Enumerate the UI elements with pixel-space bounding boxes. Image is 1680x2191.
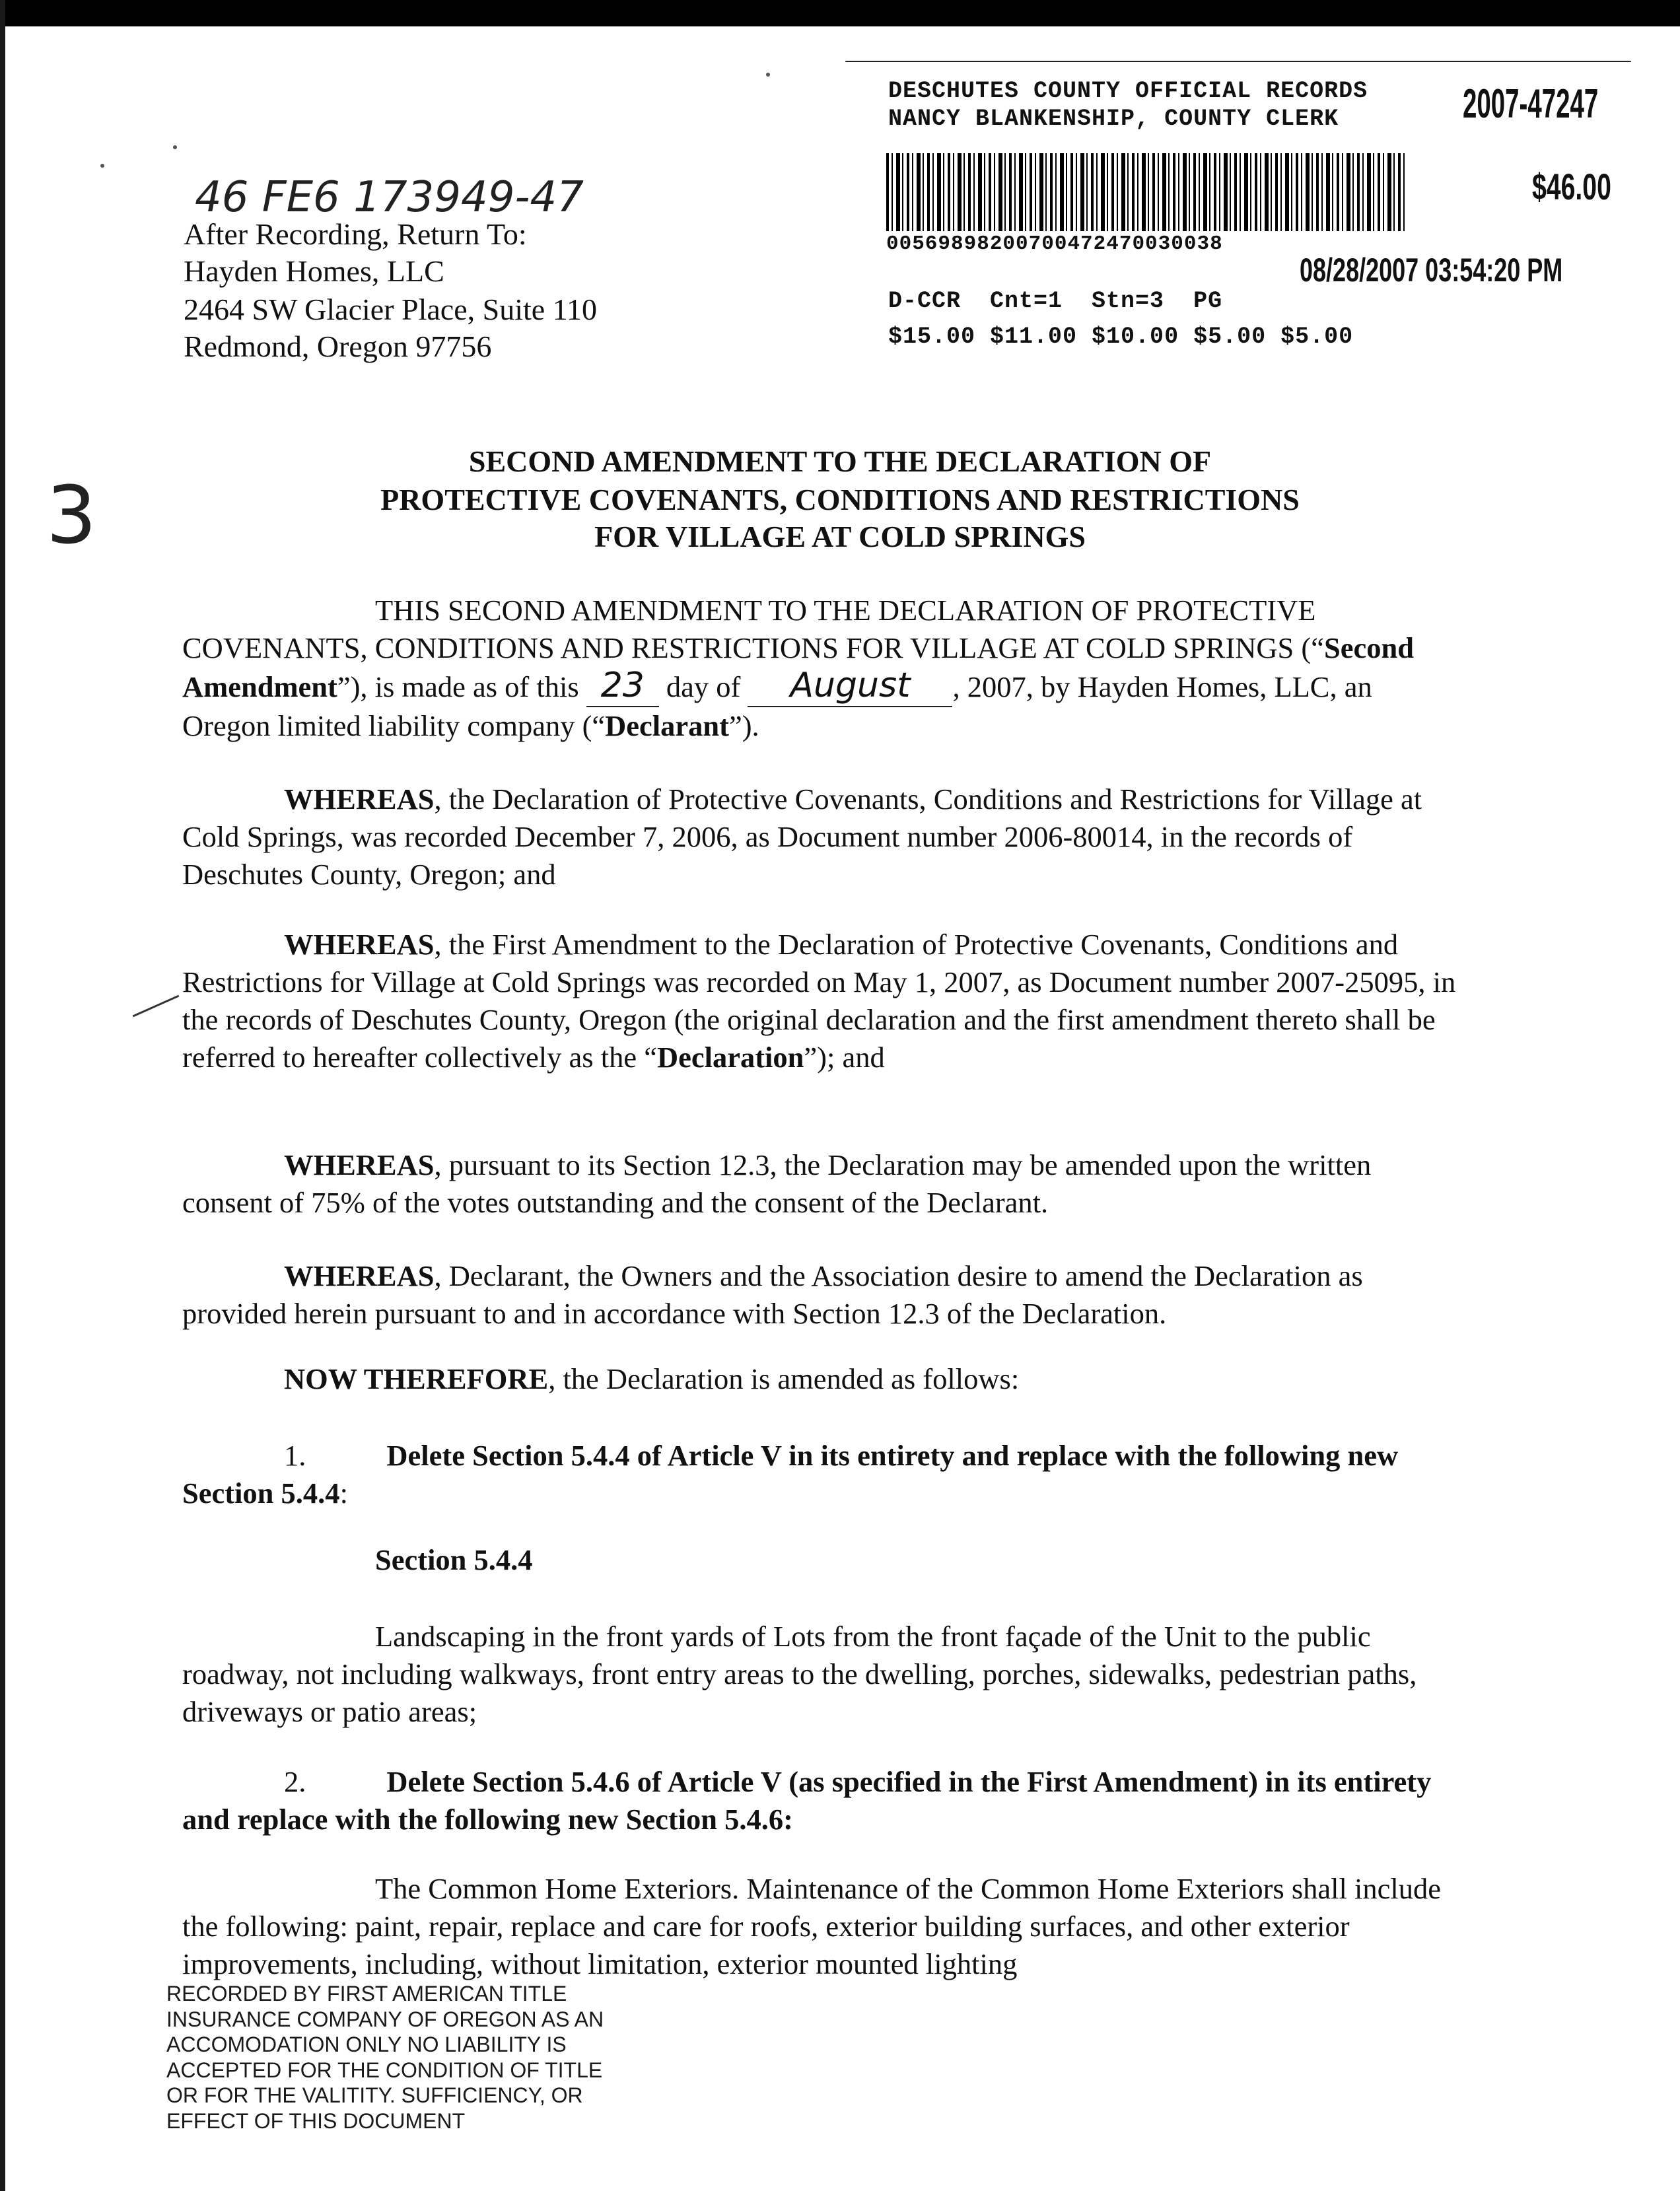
stamp-top-rule	[845, 61, 1631, 62]
scan-top-border	[0, 0, 1680, 26]
stamp-codes: D-CCR Cnt=1 Stn=3 PG	[888, 288, 1223, 314]
scan-left-edge	[0, 0, 5, 2191]
handwritten-day: 23	[600, 666, 645, 705]
barcode-number: 00569898200700472470030038	[886, 232, 1223, 256]
intro-paragraph: THIS SECOND AMENDMENT TO THE DECLARATION OF PROTECTIVE COVENANTS, CONDITIONS AND RESTRICTIONS FOR VILLAGE AT COLD SPRINGS (“Second Amendment”), is made as of this 23 day of August , 2007, by Hayden Homes, LLC, an Oregon limited liability company (“Declarant”).	[182, 594, 1415, 742]
scan-speck	[100, 164, 104, 168]
stamp-document-number: 2007-47247	[1463, 81, 1599, 127]
scan-speck	[766, 73, 770, 77]
stamp-office: DESCHUTES COUNTY OFFICIAL RECORDS	[888, 78, 1368, 104]
handwritten-month: August	[790, 666, 911, 705]
whereas-paragraph-4: WHEREAS, Declarant, the Owners and the Association desire to amend the Declaration as provided herein pursuant to and in accordance with Section 12.3 of the Declaration.	[182, 1259, 1363, 1330]
amendment-item-2: 2. Delete Section 5.4.6 of Article V (as specified in the First Amendment) in its entirety and replace with the following new Section 5.4.6:	[182, 1765, 1432, 1836]
return-to-address2: Redmond, Oregon 97756	[184, 330, 492, 363]
stamp-clerk: NANCY BLANKENSHIP, COUNTY CLERK	[888, 106, 1339, 132]
whereas-paragraph-3: WHEREAS, pursuant to its Section 12.3, the Declaration may be amended upon the written consent of 75% of the votes outstanding and the consent of the Declarant.	[182, 1148, 1372, 1219]
title-line1: SECOND AMENDMENT TO THE DECLARATION OF	[468, 444, 1212, 478]
now-therefore-paragraph: NOW THEREFORE, the Declaration is amended as follows:	[284, 1362, 1020, 1395]
whereas-paragraph-2: WHEREAS, the First Amendment to the Declaration of Protective Covenants, Conditions and Restrictions for Village at Cold Springs was recorded on May 1, 2007, as Document number 2007-25095, in the records of Deschutes County, Oregon (the original declaration and the first amendment thereto shall be referred to hereafter collectively as the “Declaration”); and	[182, 928, 1456, 1074]
section-5-4-6-text: The Common Home Exteriors. Maintenance of the Common Home Exteriors shall include the following: paint, repair, replace and care for roofs, exterior building surfaces, and other exterior improvements, including, without limitation, exterior mounted lighting	[182, 1872, 1441, 1980]
stamp-fees: $15.00 $11.00 $10.00 $5.00 $5.00	[888, 324, 1354, 350]
scan-speck	[173, 145, 177, 149]
return-to-name: Hayden Homes, LLC	[184, 254, 444, 288]
title-line3: FOR VILLAGE AT COLD SPRINGS	[594, 520, 1086, 553]
handwritten-page-count: 3	[46, 470, 97, 562]
stamp-total-fee: $46.00	[1532, 166, 1611, 207]
stamp-recorded-datetime: 08/28/2007 03:54:20 PM	[1300, 252, 1563, 289]
amendment-item-1: 1. Delete Section 5.4.4 of Article V in its entirety and replace with the following new Section 5.4.4:	[182, 1439, 1399, 1510]
return-to-label: After Recording, Return To:	[184, 217, 527, 251]
title-line2: PROTECTIVE COVENANTS, CONDITIONS AND RESTRICTIONS	[380, 483, 1300, 516]
handwritten-file-number: 46 FE6 173949-47	[195, 173, 584, 222]
section-5-4-4-text: Landscaping in the front yards of Lots from the front façade of the Unit to the public roadway, not including walkways, front entry areas to the dwelling, porches, sidewalks, pedestrian paths, driveways or patio areas;	[182, 1620, 1417, 1728]
handwritten-check-mark	[133, 995, 180, 1018]
return-to-address1: 2464 SW Glacier Place, Suite 110	[184, 293, 597, 326]
whereas-paragraph-1: WHEREAS, the Declaration of Protective Covenants, Conditions and Restrictions for Village at Cold Springs, was recorded December 7, 2006, as Document number 2006-80014, in the records of Deschutes County, Oregon; and	[182, 782, 1422, 891]
section-5-4-4-heading: Section 5.4.4	[375, 1543, 533, 1576]
title-company-disclaimer: RECORDED BY FIRST AMERICAN TITLE INSURANCE COMPANY OF OREGON AS AN ACCOMODATION ONLY NO LIABILITY IS ACCEPTED FOR THE CONDITION OF TITLE OR FOR THE VALITITY. SUFFICIENCY, OR EFFECT OF THIS DOCUMENT	[166, 1982, 604, 2133]
barcode	[886, 153, 1408, 231]
